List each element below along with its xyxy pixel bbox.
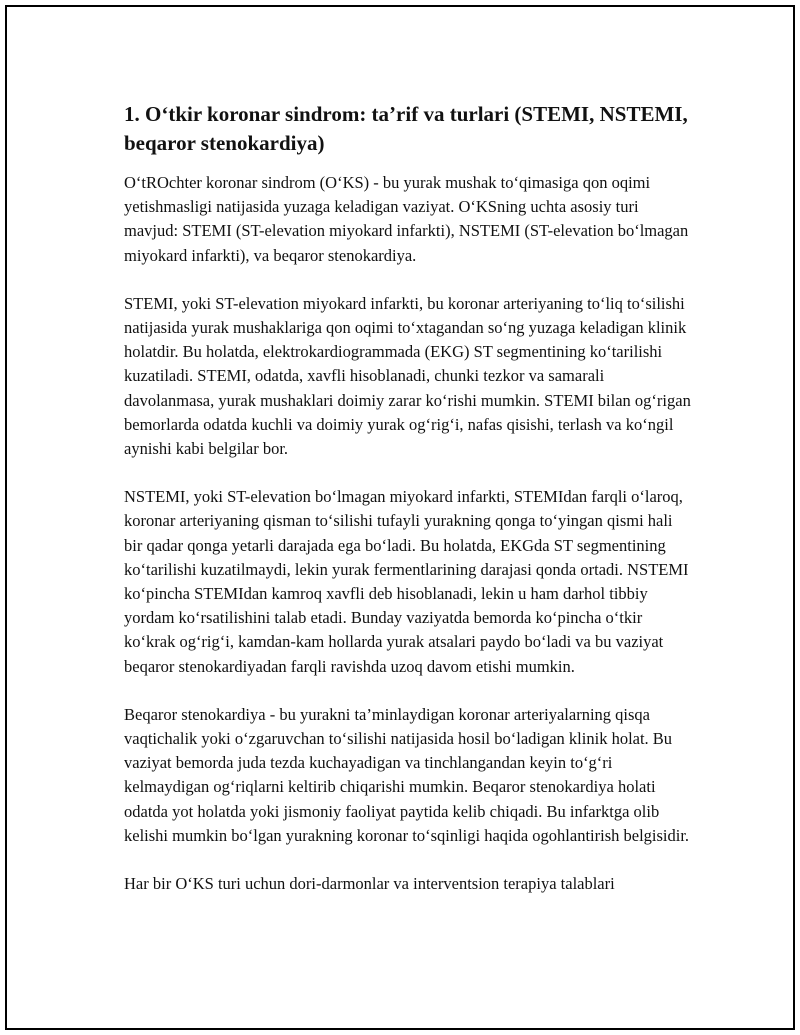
section-heading: 1. O‘tkir koronar sindrom: ta’rif va turlari (STEMI, NSTEMI, beqaror stenokardiya)	[124, 102, 688, 155]
paragraph-treatment: Har bir O‘KS turi uchun dori-darmonlar va interventsion terapiya talablari	[124, 874, 615, 894]
page-frame	[5, 5, 795, 1030]
paragraph-nstemi: NSTEMI, yoki ST-elevation bo‘lmagan miyokard infarkti, STEMIdan farqli o‘laroq, koronar arteriyaning qisman to‘silishi tufayli yurakning qonga to‘yingan qismi hali bir qadar qonga yetarli darajada ega bo‘ladi. Bu holatda, EKGda ST segmentining ko‘tarilishi kuzatilmaydi, lekin yurak fermentlarining darajasi qonda ortadi. NSTEMI ko‘pincha STEMIdan kamroq xavfli deb hisoblanadi, lekin u ham darhol tibbiy yordam ko‘rsatilishini talab etadi. Bunday vaziyatda bemorda ko‘pincha o‘tkir ko‘krak og‘rig‘i, kamdan-kam hollarda yurak atsalari paydo bo‘ladi va bu vaziyat beqaror stenokardiyadan farqli ravishda uzoq davom etishi mumkin.	[124, 487, 689, 676]
paragraph-definition: O‘tROchter koronar sindrom (O‘KS) - bu yurak mushak to‘qimasiga qon oqimi yetishmasligi natijasida yuzaga keladigan vaziyat. O‘KSning uchta asosiy turi mavjud: STEMI (ST-elevation miyokard infarkti), NSTEMI (ST-elevation bo‘lmagan miyokard infarkti), va beqaror stenokardiya.	[124, 173, 689, 265]
paragraph-unstable-angina: Beqaror stenokardiya - bu yurakni ta’minlaydigan koronar arteriyalarning qisqa vaqtichalik yoki o‘zgaruvchan to‘silishi natijasida hosil bo‘ladigan klinik holat. Bu vaziyat bemorda juda tezda kuchayadigan va tinchlangandan keyin to‘g‘ri kelmaydigan og‘riqlarni keltirib chiqarishi mumkin. Beqaror stenokardiya holati odatda yot holatda yoki jismoniy faoliyat paytida kelib chiqadi. Bu infarktga olib kelishi mumkin bo‘lgan yurakning koronar to‘sqinligi haqida ogohlantirish belgisidir.	[124, 704, 690, 845]
document-body	[124, 100, 692, 920]
paragraph-stemi: STEMI, yoki ST-elevation miyokard infarkti, bu koronar arteriyaning to‘liq to‘silishi natijasida yurak mushaklariga qon oqimi to‘xtagandan so‘ng yuzaga keladigan klinik holatdir. Bu holatda, elektrokardiogrammada (EKG) ST segmentining ko‘tarilishi kuzatiladi. STEMI, odatda, xavfli hisoblanadi, chunki tezkor va samarali davolanmasa, yurak mushaklari doimiy zarar ko‘rishi mumkin. STEMI bilan og‘rigan bemorlarda odatda kuchli va doimiy yurak og‘rig‘i, nafas qisishi, terlash va ko‘ngil aynishi kabi belgilar bor.	[124, 293, 691, 459]
